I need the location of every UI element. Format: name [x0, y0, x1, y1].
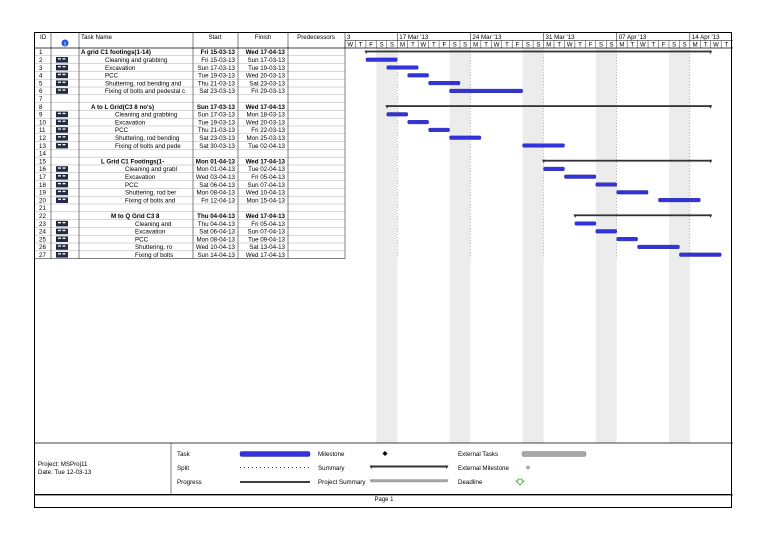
- row-id: 9: [39, 111, 43, 119]
- legend-external-milestone-swatch: [526, 465, 531, 470]
- task-bar: [387, 66, 418, 70]
- task-mode-icon: [56, 119, 68, 125]
- legend-milestone-swatch: [383, 451, 388, 456]
- task-mode-icon-mark: [63, 136, 66, 137]
- task-mode-icon-mark: [58, 144, 61, 145]
- timescale-day-label: M: [473, 42, 479, 49]
- timescale-day-label: S: [452, 42, 457, 49]
- task-mode-icon: [56, 143, 68, 149]
- task-name: Shuttering, rod ber: [125, 189, 177, 197]
- task-start: Sat 23-03-13: [199, 88, 235, 96]
- task-mode-icon-mark: [58, 128, 61, 129]
- task-name: Fixing of bolts and: [125, 197, 176, 205]
- task-finish: Fri 05-04-13: [251, 174, 285, 181]
- task-bar: [450, 136, 481, 140]
- task-name: Excavation: [105, 64, 136, 72]
- task-start: Sun 17-03-13: [197, 111, 235, 119]
- column-header-start: Start: [208, 34, 222, 41]
- timescale-day-label: T: [578, 42, 582, 49]
- task-start: Fri 15-03-13: [200, 49, 235, 57]
- legend-milestone-label: Milestone: [318, 451, 345, 458]
- task-finish: Tue 19-03-13: [248, 64, 285, 72]
- row-id: 7: [39, 96, 43, 103]
- task-bar: [596, 183, 617, 187]
- task-mode-icon-mark: [63, 253, 66, 254]
- weekend-shading: [523, 48, 544, 443]
- timescale-week-label: 07 Apr '13: [618, 34, 647, 41]
- timescale-day-label: S: [463, 42, 468, 49]
- row-id: 25: [39, 236, 46, 244]
- gantt-chart: [35, 33, 733, 509]
- row-id: 22: [39, 213, 46, 220]
- legend-split-label: Split: [177, 465, 190, 472]
- legend-deadline-label: Deadline: [458, 479, 483, 486]
- timescale-day-label: S: [609, 42, 614, 49]
- task-start: Mon 08-04-13: [196, 189, 235, 197]
- task-mode-icon-mark: [63, 238, 66, 239]
- task-name: Cleaning and grabbing: [105, 57, 168, 64]
- task-start: Fri 15-03-13: [201, 57, 235, 64]
- task-mode-icon-mark: [63, 230, 66, 231]
- row-id: 26: [39, 244, 46, 252]
- legend-project-name: Project: MSProj11: [38, 461, 88, 468]
- task-mode-icon-mark: [58, 136, 61, 137]
- timescale-day-label: F: [369, 42, 373, 49]
- timescale-week-label: 14 Apr '13: [691, 34, 720, 41]
- task-mode-icon: [56, 236, 68, 242]
- task-start: Wed 10-04-13: [195, 244, 235, 252]
- task-mode-icon: [56, 88, 68, 94]
- task-finish: Sun 07-04-13: [247, 181, 285, 189]
- task-name: Shuttering, rod bending: [115, 135, 180, 142]
- task-mode-icon-mark: [63, 191, 66, 192]
- task-mode-icon-mark: [58, 167, 61, 168]
- task-mode-icon: [56, 127, 68, 133]
- timescale-day-label: S: [525, 42, 530, 49]
- task-mode-icon-mark: [63, 58, 66, 59]
- row-id: 1: [39, 49, 43, 57]
- legend-project-date: Date: Tue 12-03-13: [38, 469, 92, 476]
- legend-summary-label: Summary: [318, 465, 345, 472]
- row-id: 4: [39, 72, 43, 80]
- legend-task-label: Task: [177, 451, 190, 458]
- task-start: Fri 12-04-13: [201, 197, 235, 205]
- task-name: Cleaning and: [135, 220, 172, 228]
- task-mode-icon-mark: [63, 121, 66, 122]
- task-finish: Tue 09-04-13: [248, 236, 285, 244]
- task-mode-icon-mark: [63, 66, 66, 67]
- task-start: Sat 06-04-13: [199, 181, 235, 189]
- task-mode-icon: [56, 252, 68, 258]
- task-mode-icon-mark: [63, 144, 66, 145]
- task-mode-icon-mark: [58, 238, 61, 239]
- task-bar: [564, 175, 595, 179]
- task-name: M to Q Grid C3 8: [111, 213, 160, 220]
- row-id: 20: [39, 197, 46, 205]
- task-mode-icon: [56, 190, 68, 196]
- task-bar: [387, 113, 408, 117]
- task-name: Excavation: [135, 228, 166, 236]
- task-finish: Wed 20-03-13: [245, 119, 285, 127]
- task-mode-icon: [56, 73, 68, 79]
- task-finish: Fri 29-03-13: [251, 88, 285, 96]
- task-name: Fixing of bolts and pede: [115, 142, 181, 150]
- legend-deadline-swatch: [516, 479, 524, 485]
- summary-bar: [575, 214, 711, 216]
- task-mode-icon-mark: [58, 199, 61, 200]
- row-id: 23: [39, 220, 46, 228]
- task-finish: Wed 17-04-13: [245, 252, 285, 259]
- task-name: Cleaning and grabl: [125, 166, 177, 174]
- column-header-id: ID: [40, 34, 47, 41]
- task-start: Thu 21-03-13: [197, 127, 235, 135]
- task-mode-icon-mark: [58, 175, 61, 176]
- timescale-week-label: 31 Mar '13: [545, 34, 575, 41]
- task-bar: [366, 58, 397, 62]
- task-bar: [617, 191, 648, 195]
- timescale-day-label: M: [399, 42, 405, 49]
- row-id: 19: [39, 189, 46, 197]
- task-mode-icon-mark: [58, 183, 61, 184]
- task-finish: Wed 17-04-13: [245, 158, 285, 166]
- row-id: 15: [39, 158, 46, 166]
- page-number: Page 1: [374, 497, 394, 503]
- task-mode-icon-mark: [63, 89, 66, 90]
- task-finish: Wed 20-03-13: [245, 72, 285, 80]
- task-mode-icon-mark: [63, 175, 66, 176]
- task-name: PCC: [125, 181, 139, 189]
- row-id: 11: [39, 127, 46, 135]
- row-id: 10: [39, 119, 46, 127]
- timescale-day-label: S: [599, 42, 604, 49]
- timescale-week-label: 3: [347, 34, 351, 41]
- row-id: 2: [39, 57, 43, 64]
- gantt-print-page: [34, 32, 732, 508]
- task-finish: Wed 10-04-13: [245, 189, 285, 197]
- timescale-day-label: T: [431, 42, 436, 49]
- task-bar: [408, 74, 429, 78]
- legend-project-summary-swatch: [371, 480, 447, 483]
- task-start: Sat 30-03-13: [199, 142, 235, 150]
- task-mode-icon-mark: [58, 89, 61, 90]
- task-mode-icon: [56, 197, 68, 203]
- legend-external-milestone-label: External Milestone: [458, 465, 509, 472]
- timescale-week-label: 17 Mar '13: [399, 34, 429, 41]
- summary-bar: [387, 105, 711, 107]
- task-finish: Wed 17-04-13: [245, 213, 285, 220]
- task-mode-icon-mark: [58, 82, 61, 83]
- column-header-finish: Finish: [254, 34, 272, 41]
- timescale-day-label: T: [703, 42, 708, 49]
- timescale-day-label: T: [651, 42, 656, 49]
- task-finish: Mon 18-03-13: [246, 111, 285, 119]
- task-bar: [429, 81, 460, 85]
- task-mode-icon: [56, 80, 68, 86]
- task-finish: Sun 17-03-13: [247, 57, 285, 64]
- task-bar: [617, 237, 638, 241]
- task-start: Sat 06-04-13: [199, 228, 235, 236]
- task-start: Sun 17-03-13: [196, 103, 235, 111]
- timescale-day-label: W: [566, 42, 573, 49]
- task-finish: Tue 02-04-13: [248, 166, 285, 174]
- legend-external-tasks-swatch: [522, 452, 586, 457]
- timescale-day-label: W: [639, 42, 646, 49]
- task-mode-icon: [56, 135, 68, 141]
- task-finish: Wed 17-04-13: [245, 49, 285, 57]
- task-mode-icon-mark: [63, 113, 66, 114]
- timescale-day-label: M: [619, 42, 625, 49]
- task-mode-icon-mark: [58, 113, 61, 114]
- summary-bar: [544, 160, 711, 162]
- task-name: Shuttering, rod bending and: [105, 80, 182, 88]
- task-bar: [408, 120, 429, 124]
- task-name: A grid C1 footings(1-14): [81, 49, 151, 57]
- task-bar: [544, 167, 565, 171]
- row-id: 12: [39, 135, 46, 142]
- task-mode-icon-mark: [58, 191, 61, 192]
- task-mode-icon: [56, 221, 68, 227]
- task-mode-icon-mark: [63, 245, 66, 246]
- row-id: 5: [39, 80, 43, 88]
- row-id: 14: [39, 150, 46, 158]
- timescale-week-label: 24 Mar '13: [472, 34, 502, 41]
- legend-summary-swatch: [371, 466, 447, 468]
- task-bar: [596, 230, 617, 234]
- timescale-day-label: T: [505, 42, 509, 49]
- task-name: PCC: [105, 72, 119, 80]
- timescale-day-label: S: [672, 42, 677, 49]
- timescale-day-label: F: [588, 42, 593, 49]
- timescale-day-label: F: [661, 42, 666, 49]
- task-mode-icon-mark: [63, 222, 66, 223]
- row-id: 6: [39, 88, 43, 96]
- row-id: 24: [39, 228, 46, 236]
- row-id: 21: [39, 205, 46, 213]
- timescale-day-label: W: [420, 42, 427, 49]
- task-mode-icon-mark: [63, 128, 66, 129]
- task-start: Mon 01-04-13: [195, 158, 235, 166]
- task-bar: [659, 198, 701, 202]
- task-start: Sat 23-03-13: [199, 135, 235, 142]
- task-bar: [638, 245, 680, 249]
- task-name: PCC: [115, 127, 129, 135]
- row-id: 16: [39, 166, 46, 174]
- task-mode-icon: [56, 244, 68, 250]
- task-mode-icon-mark: [58, 74, 61, 75]
- row-id: 8: [39, 103, 43, 111]
- timescale-day-label: W: [347, 42, 354, 49]
- task-start: Sun 17-03-13: [197, 64, 235, 72]
- task-name: PCC: [135, 236, 149, 244]
- timescale-day-label: T: [557, 42, 562, 49]
- task-bar: [523, 144, 565, 148]
- task-start: Mon 01-04-13: [196, 166, 235, 174]
- timescale-day-label: W: [493, 42, 500, 49]
- task-mode-icon: [56, 166, 68, 172]
- task-start: Tue 19-03-13: [198, 72, 235, 80]
- timescale-day-label: T: [484, 42, 488, 49]
- task-finish: Tue 02-04-13: [248, 142, 285, 150]
- task-mode-icon-mark: [58, 121, 61, 122]
- timescale-day-label: F: [442, 42, 447, 49]
- task-finish: Sun 07-04-13: [247, 228, 285, 236]
- task-bar: [429, 128, 450, 132]
- timescale-day-label: T: [411, 42, 415, 49]
- task-mode-icon: [56, 182, 68, 188]
- column-header-task-name: Task Name: [81, 34, 112, 41]
- task-start: Wed 03-04-13: [195, 174, 235, 181]
- timescale-day-label: T: [630, 42, 635, 49]
- row-id: 18: [39, 181, 46, 189]
- task-start: Mon 08-04-13: [196, 236, 235, 244]
- task-mode-icon: [56, 174, 68, 180]
- task-start: Thu 04-04-13: [197, 213, 235, 220]
- row-id: 3: [39, 64, 43, 72]
- timescale-day-label: T: [358, 42, 363, 49]
- task-finish: Wed 17-04-13: [245, 103, 285, 111]
- task-mode-icon-mark: [58, 230, 61, 231]
- task-name: A to L Grid(C3 8 no's): [91, 103, 155, 111]
- row-id: 17: [39, 174, 46, 181]
- column-header-predecessors: Predecessors: [297, 34, 335, 41]
- task-bar: [450, 89, 523, 93]
- task-name: Fixing of bolts: [135, 252, 174, 259]
- timescale-day-label: S: [536, 42, 541, 49]
- task-mode-icon: [56, 112, 68, 118]
- task-mode-icon-mark: [58, 58, 61, 59]
- task-bar: [575, 222, 596, 226]
- row-id: 27: [39, 252, 46, 259]
- task-start: Tue 19-03-13: [198, 119, 235, 127]
- task-finish: Mon 15-04-13: [246, 197, 285, 205]
- task-mode-icon: [56, 57, 68, 63]
- timescale-day-label: S: [390, 42, 395, 49]
- task-mode-icon: [56, 65, 68, 71]
- timescale-day-label: W: [713, 42, 719, 49]
- task-mode-icon-mark: [58, 222, 61, 223]
- task-name: Excavation: [115, 119, 146, 127]
- weekend-shading: [450, 48, 471, 443]
- legend-external-tasks-label: External Tasks: [458, 451, 499, 458]
- timescale-day-label: M: [546, 42, 552, 49]
- legend-task-swatch: [240, 452, 310, 457]
- timescale-day-label: F: [515, 42, 520, 49]
- task-start: Thu 21-03-13: [197, 80, 235, 88]
- task-name: Excavation: [125, 174, 156, 181]
- row-id: 13: [39, 142, 46, 150]
- timescale-day-label: T: [724, 42, 729, 49]
- task-mode-icon: [56, 229, 68, 235]
- task-mode-icon-mark: [63, 74, 66, 75]
- task-mode-icon-mark: [63, 183, 66, 184]
- legend-project-summary-label: Project Summary: [318, 479, 366, 486]
- footer-divider: [34, 494, 732, 495]
- task-finish: Fri 05-04-13: [251, 220, 285, 228]
- task-finish: Sat 13-04-13: [249, 244, 285, 252]
- task-mode-icon-mark: [58, 245, 61, 246]
- task-mode-icon-mark: [63, 167, 66, 168]
- task-name: L Grid C1 Footings(1-: [101, 158, 165, 166]
- task-name: Fixing of bolts and pedestal c: [105, 88, 186, 96]
- weekend-shading: [596, 48, 617, 443]
- task-mode-icon-mark: [63, 82, 66, 83]
- task-finish: Sat 23-03-13: [249, 80, 285, 88]
- timescale-day-label: S: [682, 42, 687, 49]
- summary-bar: [366, 51, 711, 53]
- timescale-day-label: S: [379, 42, 384, 49]
- task-start: Sun 14-04-13: [197, 252, 235, 259]
- task-mode-icon-mark: [58, 253, 61, 254]
- task-bar: [679, 253, 721, 257]
- task-finish: Fri 22-03-13: [251, 127, 285, 135]
- info-icon-glyph: i: [64, 41, 66, 48]
- task-start: Thu 04-04-13: [197, 220, 235, 228]
- task-mode-icon-mark: [63, 199, 66, 200]
- legend-progress-label: Progress: [177, 479, 202, 486]
- timescale-day-label: M: [692, 42, 698, 49]
- task-finish: Mon 25-03-13: [246, 135, 285, 142]
- task-name: Cleaning and grabbing: [115, 111, 178, 119]
- task-name: Shuttering, ro: [135, 244, 173, 252]
- task-mode-icon-mark: [58, 66, 61, 67]
